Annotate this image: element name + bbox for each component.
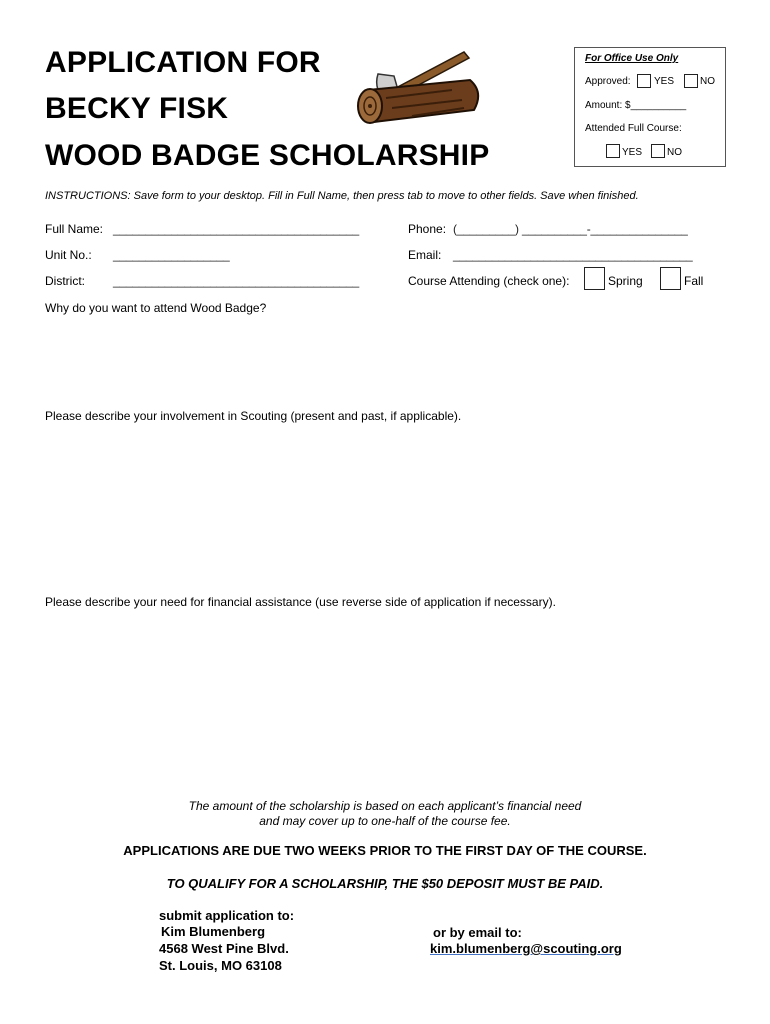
qualify-notice: TO QUALIFY FOR A SCHOLARSHIP, THE $50 DEPOSIT MUST BE PAID.: [166, 876, 604, 891]
attended-yes-checkbox[interactable]: [606, 144, 620, 158]
why-answer-area[interactable]: [45, 320, 725, 400]
fall-label: Fall: [684, 274, 704, 288]
attended-no-label: NO: [667, 147, 682, 158]
full-name-input[interactable]: ______________________________________: [113, 222, 360, 236]
amount-field[interactable]: Amount: $__________: [585, 100, 687, 111]
instructions: INSTRUCTIONS: Save form to your desktop. Fill in Full Name, then press tab to move to other fields. Save when finished.: [45, 190, 639, 202]
approved-no-label: NO: [700, 76, 715, 87]
full-name-label: Full Name:: [45, 222, 104, 236]
title-line-3: WOOD BADGE SCHOLARSHIP: [45, 139, 490, 172]
attended-yes-label: YES: [622, 147, 643, 158]
why-question: Why do you want to attend Wood Badge?: [45, 301, 267, 315]
submit-to-label: submit application to:: [159, 908, 295, 923]
district-input[interactable]: ______________________________________: [113, 274, 360, 288]
financial-answer-area[interactable]: [45, 614, 725, 794]
title-line-2: BECKY FISK: [45, 92, 229, 125]
district-label: District:: [45, 274, 85, 288]
fall-checkbox[interactable]: [660, 267, 681, 290]
phone-label: Phone:: [408, 222, 447, 236]
unit-label: Unit No.:: [45, 248, 92, 262]
approved-no-checkbox[interactable]: [684, 74, 698, 88]
approved-yes-checkbox[interactable]: [637, 74, 651, 88]
approved-yes-label: YES: [654, 76, 675, 87]
attended-label: Attended Full Course:: [585, 123, 682, 134]
course-attending-label: Course Attending (check one):: [408, 274, 570, 288]
scholarship-note-line-2: and may cover up to one-half of the course fee.: [259, 814, 511, 828]
phone-input[interactable]: (_________) __________-_______________: [453, 222, 688, 236]
street-address: 4568 West Pine Blvd.: [159, 941, 289, 956]
axe-log-illustration: [352, 46, 488, 126]
involvement-answer-area[interactable]: [45, 428, 725, 588]
city-address: St. Louis, MO 63108: [159, 958, 282, 973]
spring-label: Spring: [608, 274, 643, 288]
involvement-question: Please describe your involvement in Scouting (present and past, if applicable).: [45, 409, 462, 423]
email-link[interactable]: kim.blumenberg@scouting.org: [430, 941, 622, 956]
unit-input[interactable]: __________________: [113, 248, 230, 262]
or-email-label: or by email to:: [433, 925, 522, 940]
financial-question: Please describe your need for financial assistance (use reverse side of application if necessary).: [45, 595, 556, 609]
office-use-box: [574, 47, 726, 167]
office-use-heading: For Office Use Only: [585, 53, 679, 64]
email-input[interactable]: _____________________________________: [453, 248, 693, 262]
attended-no-checkbox[interactable]: [651, 144, 665, 158]
spring-checkbox[interactable]: [584, 267, 605, 290]
email-label: Email:: [408, 248, 442, 262]
approved-label: Approved:: [585, 76, 631, 87]
due-notice: APPLICATIONS ARE DUE TWO WEEKS PRIOR TO THE FIRST DAY OF THE COURSE.: [123, 843, 647, 858]
title-line-1: APPLICATION FOR: [45, 46, 321, 79]
scholarship-note-line-1: The amount of the scholarship is based on each applicant’s financial need: [188, 799, 582, 813]
contact-name: Kim Blumenberg: [161, 924, 266, 939]
